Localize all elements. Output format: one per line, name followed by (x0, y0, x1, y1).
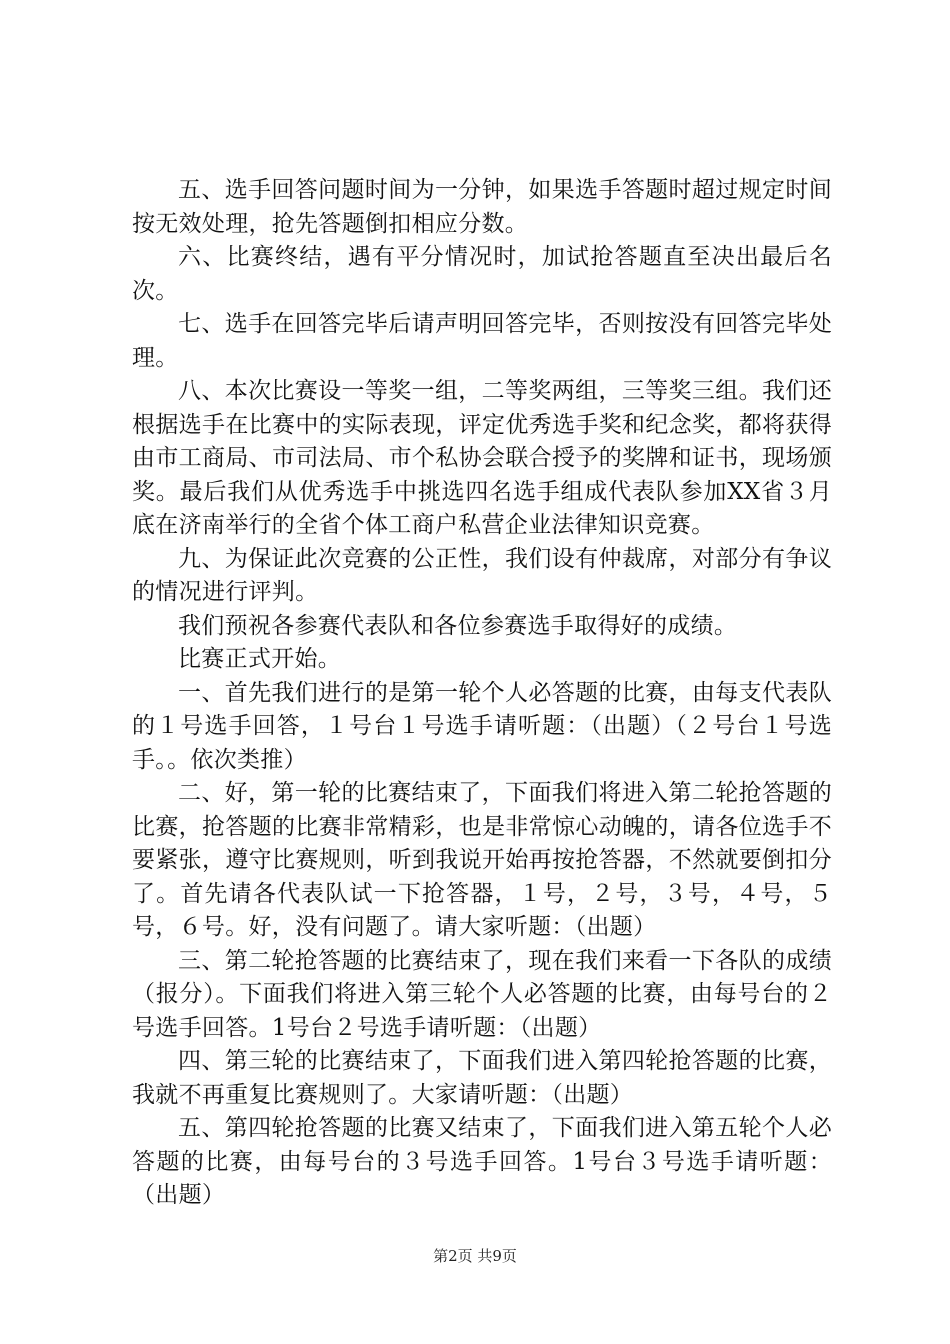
document-body (132, 174, 832, 1213)
page-footer: 第2页 共9页 (433, 1247, 517, 1265)
paragraph-round-1: 一、首先我们进行的是第一轮个人必答题的比赛，由每支代表队的１号选手回答，１号台１号选手请听题：（出题）（２号台１号选手。。依次类推） (132, 679, 832, 773)
paragraph-start: 比赛正式开始。 (178, 646, 342, 672)
paragraph-round-3: 三、第二轮抢答题的比赛结束了，现在我们来看一下各队的成绩（报分）。下面我们将进入第三轮个人必答题的比赛，由每号台的２号选手回答。1号台２号选手请听题：（出题） (132, 947, 832, 1041)
paragraph-round-2: 二、好，第一轮的比赛结束了，下面我们将进入第二轮抢答题的比赛，抢答题的比赛非常精彩，也是非常惊心动魄的，请各位选手不要紧张，遵守比赛规则，听到我说开始再按抢答器，不然就要倒扣分了。首先请各代表队试一下抢答器，１号，２号，３号，４号，５号，６号。好，没有问题了。请大家听题：（出题） (132, 780, 832, 940)
paragraph-round-4: 四、第三轮的比赛结束了，下面我们进入第四轮抢答题的比赛，我就不再重复比赛规则了。大家请听题：（出题） (132, 1048, 832, 1108)
paragraph-rule-8: 八、本次比赛设一等奖一组，二等奖两组，三等奖三组。我们还根据选手在比赛中的实际表现，评定优秀选手奖和纪念奖，都将获得由市工商局、市司法局、市个私协会联合授予的奖牌和证书，现场颁奖。最后我们从优秀选手中挑选四名选手组成代表队参加XX省３月底在济南举行的全省个体工商户私营企业法律知识竞赛。 (132, 378, 832, 538)
paragraph-round-5: 五、第四轮抢答题的比赛又结束了，下面我们进入第五轮个人必答题的比赛，由每号台的３号选手回答。1号台３号选手请听题：（出题） (132, 1115, 832, 1208)
paragraph-rule-6: 六、比赛终结，遇有平分情况时，加试抢答题直至决出最后名次。 (132, 244, 832, 304)
paragraph-rule-7: 七、选手在回答完毕后请声明回答完毕，否则按没有回答完毕处理。 (132, 311, 832, 371)
paragraph-wishes: 我们预祝各参赛代表队和各位参赛选手取得好的成绩。 (178, 612, 738, 639)
paragraph-rule-5: 五、选手回答问题时间为一分钟，如果选手答题时超过规定时间按无效处理，抢先答题倒扣相应分数。 (132, 177, 832, 237)
paragraph-rule-9: 九、为保证此次竞赛的公正性，我们设有仲裁席，对部分有争议的情况进行评判。 (132, 545, 832, 605)
